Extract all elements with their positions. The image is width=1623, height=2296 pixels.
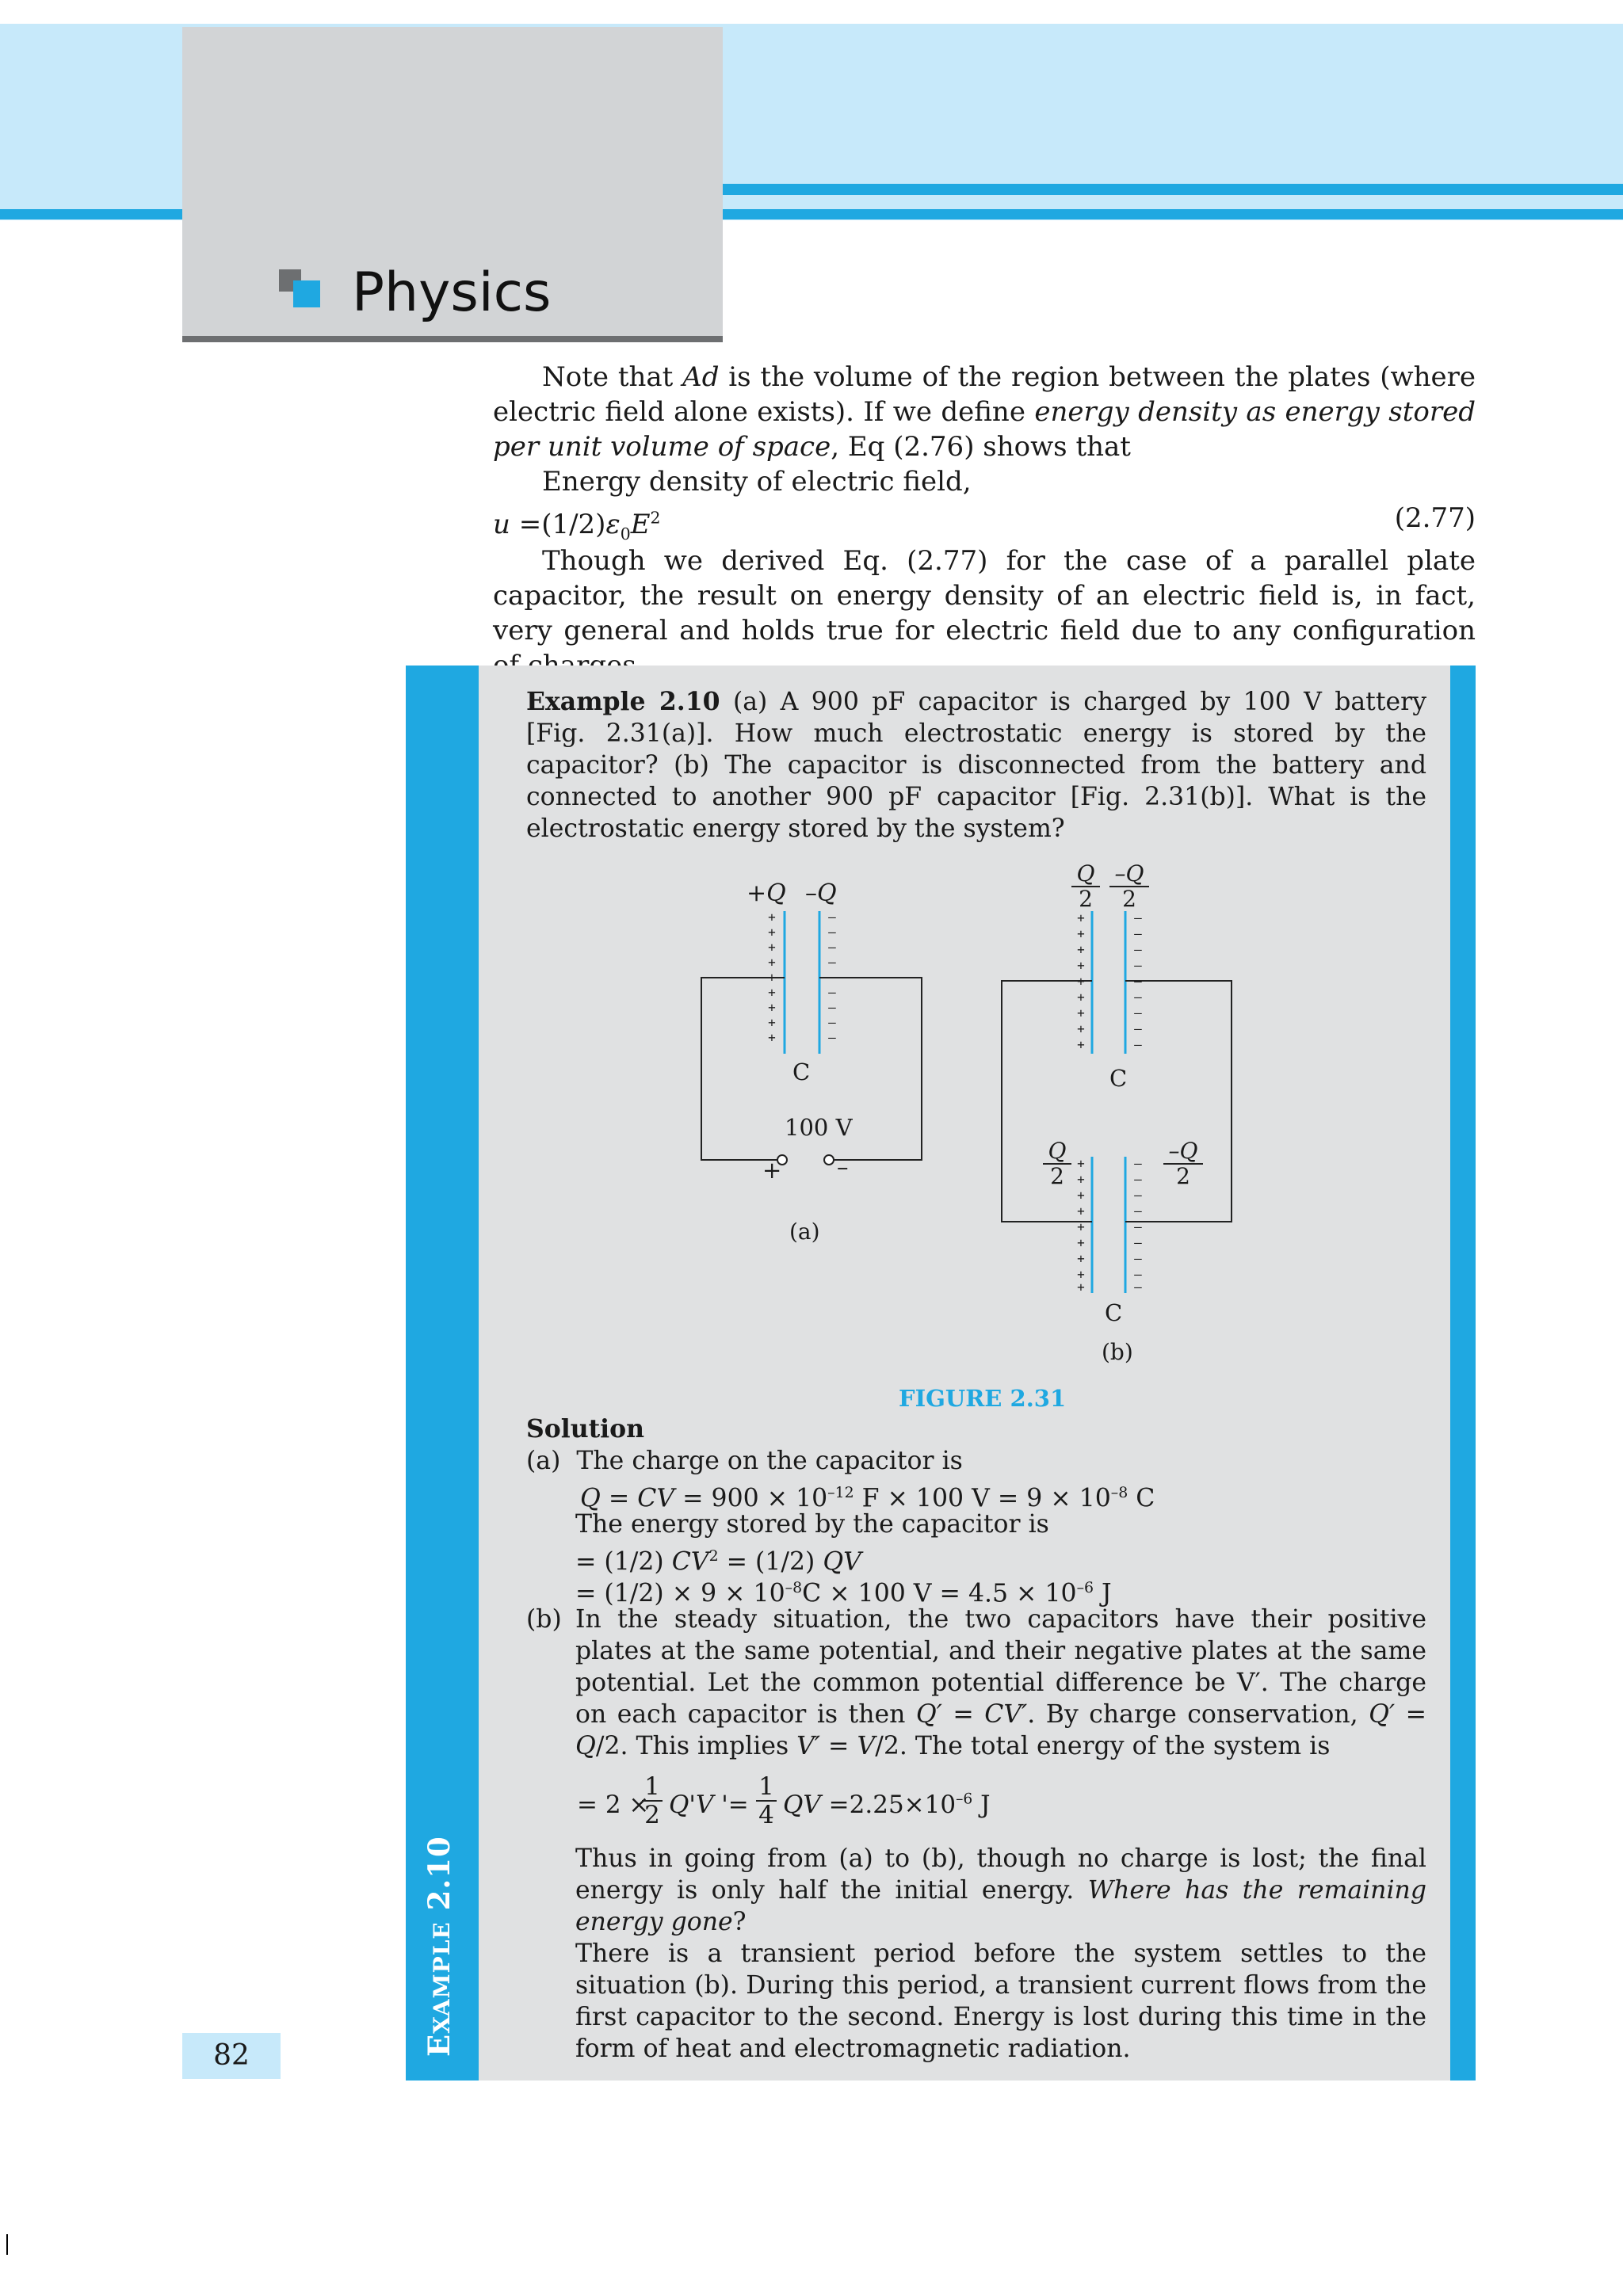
svg-text:+: + [1077, 926, 1085, 941]
svg-text:–: – [1134, 1267, 1142, 1282]
svg-text:–: – [828, 1015, 836, 1030]
fig-a-minus-terminal: – [837, 1154, 849, 1180]
fraction-denominator: 2 [1079, 886, 1093, 912]
fig-a-negative-charge: –Q [805, 879, 837, 907]
fraction-one-quarter [756, 1773, 777, 1829]
intro-paragraph-2: Energy density of electric field, [542, 466, 972, 498]
figure-2-31-b [991, 903, 1252, 1299]
svg-text:+: + [1077, 958, 1085, 973]
header-panel-rule [182, 336, 723, 342]
svg-text:+: + [1077, 1219, 1085, 1234]
svg-text:–: – [828, 985, 836, 1000]
capacitor-plates [785, 911, 819, 1054]
fig-a-plus-terminal: + [762, 1157, 782, 1184]
example-box-right-bar [1450, 666, 1476, 2081]
svg-text:–: – [828, 925, 836, 940]
svg-text:–: – [828, 910, 836, 925]
svg-text:+: + [1077, 1203, 1085, 1219]
svg-text:–: – [1134, 1219, 1142, 1234]
fig-b-top-capacitor-label: C [1109, 1065, 1128, 1092]
fig-a-label: (a) [789, 1219, 820, 1245]
svg-text:+: + [1077, 1188, 1085, 1203]
plus-charges-top [1077, 910, 1085, 1052]
svg-text:+: + [1077, 1280, 1085, 1295]
fraction-numerator: Q [1071, 862, 1100, 887]
svg-text:–: – [1134, 926, 1142, 941]
solution-a-line-3: The energy stored by the capacitor is [575, 1510, 1049, 1539]
fig-b-bottom-capacitor-label: C [1105, 1299, 1123, 1326]
fig-b-bottom-left-charge [1043, 1139, 1071, 1188]
fig-a-positive-charge: +Q [747, 879, 786, 907]
fraction-numerator: –Q [1109, 862, 1149, 887]
figure-caption: FIGURE 2.31 [899, 1385, 1067, 1412]
svg-text:–: – [1134, 1235, 1142, 1250]
solution-b-equation [577, 1773, 1132, 1836]
equation-prefix: = 2 × [577, 1791, 650, 1819]
fraction-numerator: 1 [756, 1773, 777, 1802]
svg-text:+: + [1077, 910, 1085, 925]
svg-text:+: + [768, 910, 776, 925]
solution-a-line-1: (a) The charge on the capacitor is [526, 1447, 963, 1475]
intro-paragraph-1: Note that Ad is the volume of the region between the plates (where electric field alone exists). If we define energy density as energy stored per unit volume of space, Eq (2.76) shows that [493, 361, 1476, 463]
fig-b-top-left-charge [1071, 862, 1100, 911]
solution-a-line-4: = (1/2) $CV^2 = (1/2)$ QV [575, 1547, 861, 1577]
fig-b-bottom-right-charge [1163, 1139, 1203, 1188]
svg-text:–: – [1134, 942, 1142, 957]
svg-text:+: + [768, 955, 776, 970]
solution-a-line-5: = $(1/2) \times 9 \times 10^{-8}C \times 100$ $V = 4.5 \times 10^{-6}$ J [575, 1579, 1112, 1608]
svg-text:–: – [1134, 1037, 1142, 1052]
solution-b-paragraph: In the steady situation, the two capacitors have their positive plates at the same potential, and their negative plates at the same potential. Let the common potential difference be V′. The charge on each capacitor is then Q′ = CV′. By charge conservation, Q′ = Q/2. This implies V′ = V/2. The total energy of the system is [575, 1605, 1426, 1760]
figure-2-31-a [689, 864, 943, 1260]
svg-text:–: – [1134, 1172, 1142, 1187]
fraction-denominator: 2 [1050, 1163, 1064, 1189]
svg-text:+: + [1077, 1156, 1085, 1171]
svg-text:+: + [1077, 974, 1085, 989]
svg-text:–: – [828, 955, 836, 970]
fig-a-capacitor-label: C [792, 1058, 811, 1085]
svg-text:–: – [1134, 1188, 1142, 1203]
fig-b-label: (b) [1102, 1339, 1133, 1365]
solution-a-line-2: Q = CV = $900 \times 10^{-12}$ F × 100 $V = 9 \times 10^{-8}$ C [580, 1484, 1155, 1513]
svg-text:–: – [1134, 1156, 1142, 1171]
svg-text:–: – [1134, 1203, 1142, 1219]
svg-text:–: – [1134, 990, 1142, 1005]
fig-b-top-right-charge [1109, 862, 1149, 911]
plus-charges [768, 910, 776, 1045]
svg-text:+: + [768, 1000, 776, 1015]
svg-text:+: + [768, 925, 776, 940]
svg-text:–: – [828, 970, 836, 985]
fraction-numerator: –Q [1163, 1139, 1203, 1165]
fraction-numerator: Q [1043, 1139, 1071, 1165]
svg-text:+: + [1077, 1267, 1085, 1282]
equation-number: (2.77) [1394, 502, 1476, 534]
page-number: 82 [182, 2033, 281, 2079]
solution-b-paragraph-2: Thus in going from (a) to (b), though no charge is lost; the final energy is only half the initial energy. Where has the remaining energy gone? [575, 1844, 1426, 1936]
minus-charges [828, 910, 836, 1045]
capacitor-plates-top [1092, 911, 1125, 1054]
svg-text:–: – [828, 1030, 836, 1045]
svg-text:–: – [1134, 1005, 1142, 1020]
svg-text:+: + [1077, 1251, 1085, 1266]
svg-text:+: + [1077, 1037, 1085, 1052]
subject-title: Physics [352, 261, 552, 324]
svg-text:+: + [768, 985, 776, 1000]
terminal-negative [824, 1155, 834, 1165]
svg-text:–: – [1134, 1021, 1142, 1036]
intro-paragraph-3: Though we derived Eq. (2.77) for the case of a parallel plate capacitor, the result on energy density of an electric field is, in fact, very general and holds true for electric field due to any configuration [493, 545, 1476, 646]
fraction-one-half [642, 1773, 663, 1829]
fraction-denominator: 4 [758, 1801, 774, 1829]
svg-text:+: + [1077, 1005, 1085, 1020]
svg-text:+: + [1077, 1172, 1085, 1187]
minus-charges-top [1134, 910, 1142, 1052]
solution-heading: Solution [526, 1414, 645, 1444]
minus-charges-bottom [1134, 1156, 1142, 1295]
svg-text:–: – [1134, 1280, 1142, 1295]
fraction-numerator: 1 [642, 1773, 663, 1802]
svg-text:–: – [1134, 1251, 1142, 1266]
svg-text:+: + [1077, 1021, 1085, 1036]
header-rule-upper [723, 184, 1623, 195]
fraction-denominator: 2 [1122, 886, 1136, 912]
svg-text:+: + [768, 940, 776, 955]
svg-text:–: – [828, 1000, 836, 1015]
example-question: Example 2.10 (a) A 900 pF capacitor is charged by 100 V battery [Fig. 2.31(a)]. How much electrostatic energy is stored by the capacitor? (b) The capacitor is disconnected from the battery and connected to another 900 pF capacitor [Fig. 2.31(b)]. What is the electrostatic energy stored by the system? [526, 687, 1426, 843]
fig-a-voltage-label: 100 V [785, 1114, 853, 1141]
solution-b-marker: (b) [526, 1605, 562, 1634]
svg-text:+: + [768, 1015, 776, 1030]
svg-text:–: – [1134, 974, 1142, 989]
svg-text:+: + [1077, 942, 1085, 957]
crop-mark-bottom [6, 2234, 8, 2255]
example-side-label: EXAMPLE 2.10 [422, 1836, 456, 2057]
equation-result: QV $=2.25\times 10^{-6}$ J [783, 1791, 991, 1819]
svg-text:–: – [1134, 910, 1142, 925]
capacitor-plates-bottom [1092, 1157, 1125, 1293]
fraction-denominator: 2 [1176, 1163, 1190, 1189]
svg-text:–: – [828, 940, 836, 955]
equation-middle: Q'V '= [669, 1791, 749, 1819]
svg-text:+: + [1077, 990, 1085, 1005]
svg-text:+: + [768, 970, 776, 985]
solution-b-paragraph-3: There is a transient period before the system settles to the situation (b). During this period, a transient current flows from the first capacitor to the second. Energy is lost during this time in the form of heat and electromagnetic radiation. [575, 1939, 1426, 2063]
svg-text:+: + [768, 1030, 776, 1045]
svg-text:–: – [1134, 958, 1142, 973]
svg-text:+: + [1077, 1235, 1085, 1250]
equation-body: $u =(1/2)\varepsilon_0E^2$ [493, 509, 661, 544]
fraction-denominator: 2 [644, 1801, 660, 1829]
plus-charges-bottom [1077, 1156, 1085, 1295]
logo-square-blue-icon [293, 280, 320, 307]
